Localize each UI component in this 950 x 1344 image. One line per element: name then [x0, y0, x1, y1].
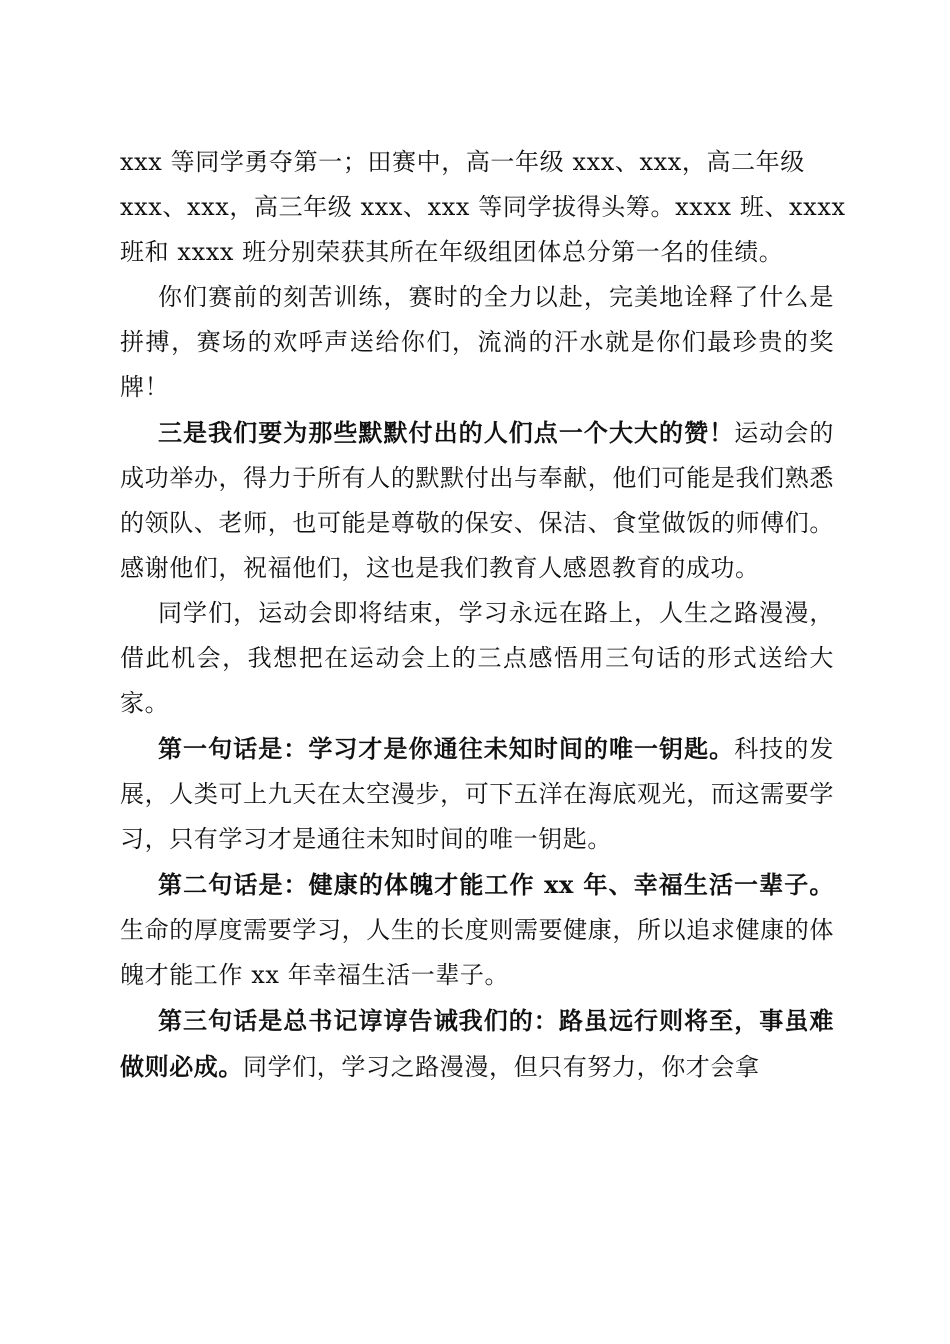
- paragraph-7-heading: 第三句话是总书记谆谆告诫我们的：路虽远行则将至，事虽难做则必成。: [120, 1006, 834, 1081]
- paragraph-2-text: 你们赛前的刻苦训练，赛时的全力以赴，完美地诠释了什么是拼搏，赛场的欢呼声送给你们，流淌的汗水就是你们最珍贵的奖牌！: [120, 283, 834, 401]
- paragraph-5-text: 科技的发展，人类可上九天在太空漫步，可下五洋在海底观光，而这需要学习，只有学习才是通往未知时间的唯一钥匙。: [120, 735, 834, 853]
- paragraph-3-heading: 三是我们要为那些默默付出的人们点一个大大的赞！: [158, 418, 735, 447]
- paragraph-1-line-2: xxx、xxx，高三年级 xxx、xxx 等同学拔得头筹。xxxx 班、xxxx: [120, 193, 846, 221]
- document-body: [120, 140, 846, 1090]
- paragraph-1-line-3: 班和 xxxx 班分别荣获其所在年级组团体总分第一名的佳绩。: [120, 238, 784, 266]
- paragraph-3: [120, 410, 834, 591]
- paragraph-7-text: 同学们，学习之路漫漫，但只有努力，你才会拿: [243, 1053, 760, 1081]
- paragraph-4: [120, 591, 834, 726]
- paragraph-5-heading: 第一句话是：学习才是你通往未知时间的唯一钥匙。: [158, 734, 735, 763]
- paragraph-1: [120, 140, 846, 275]
- paragraph-1-line-1: xxx 等同学勇夺第一；田赛中，高一年级 xxx、xxx，高二年级: [120, 148, 805, 176]
- paragraph-2: [120, 275, 834, 410]
- paragraph-3-text: 运动会的成功举办，得力于所有人的默默付出与奉献，他们可能是我们熟悉的领队、老师，也可能是尊敬的保安、保洁、食堂做饭的师傅们。感谢他们，祝福他们，这也是我们教育人感恩教育的成功。: [120, 419, 834, 582]
- paragraph-4-text: 同学们，运动会即将结束，学习永远在路上，人生之路漫漫，借此机会，我想把在运动会上的三点感悟用三句话的形式送给大家。: [120, 599, 834, 717]
- paragraph-5: [120, 726, 834, 862]
- paragraph-6-text: 生命的厚度需要学习，人生的长度则需要健康，所以追求健康的体魄才能工作 xx 年幸福生活一辈子。: [120, 916, 834, 989]
- paragraph-6-heading: 第二句话是：健康的体魄才能工作 xx 年、幸福生活一辈子。: [158, 870, 834, 899]
- paragraph-7: [120, 998, 834, 1090]
- paragraph-6: [120, 862, 834, 998]
